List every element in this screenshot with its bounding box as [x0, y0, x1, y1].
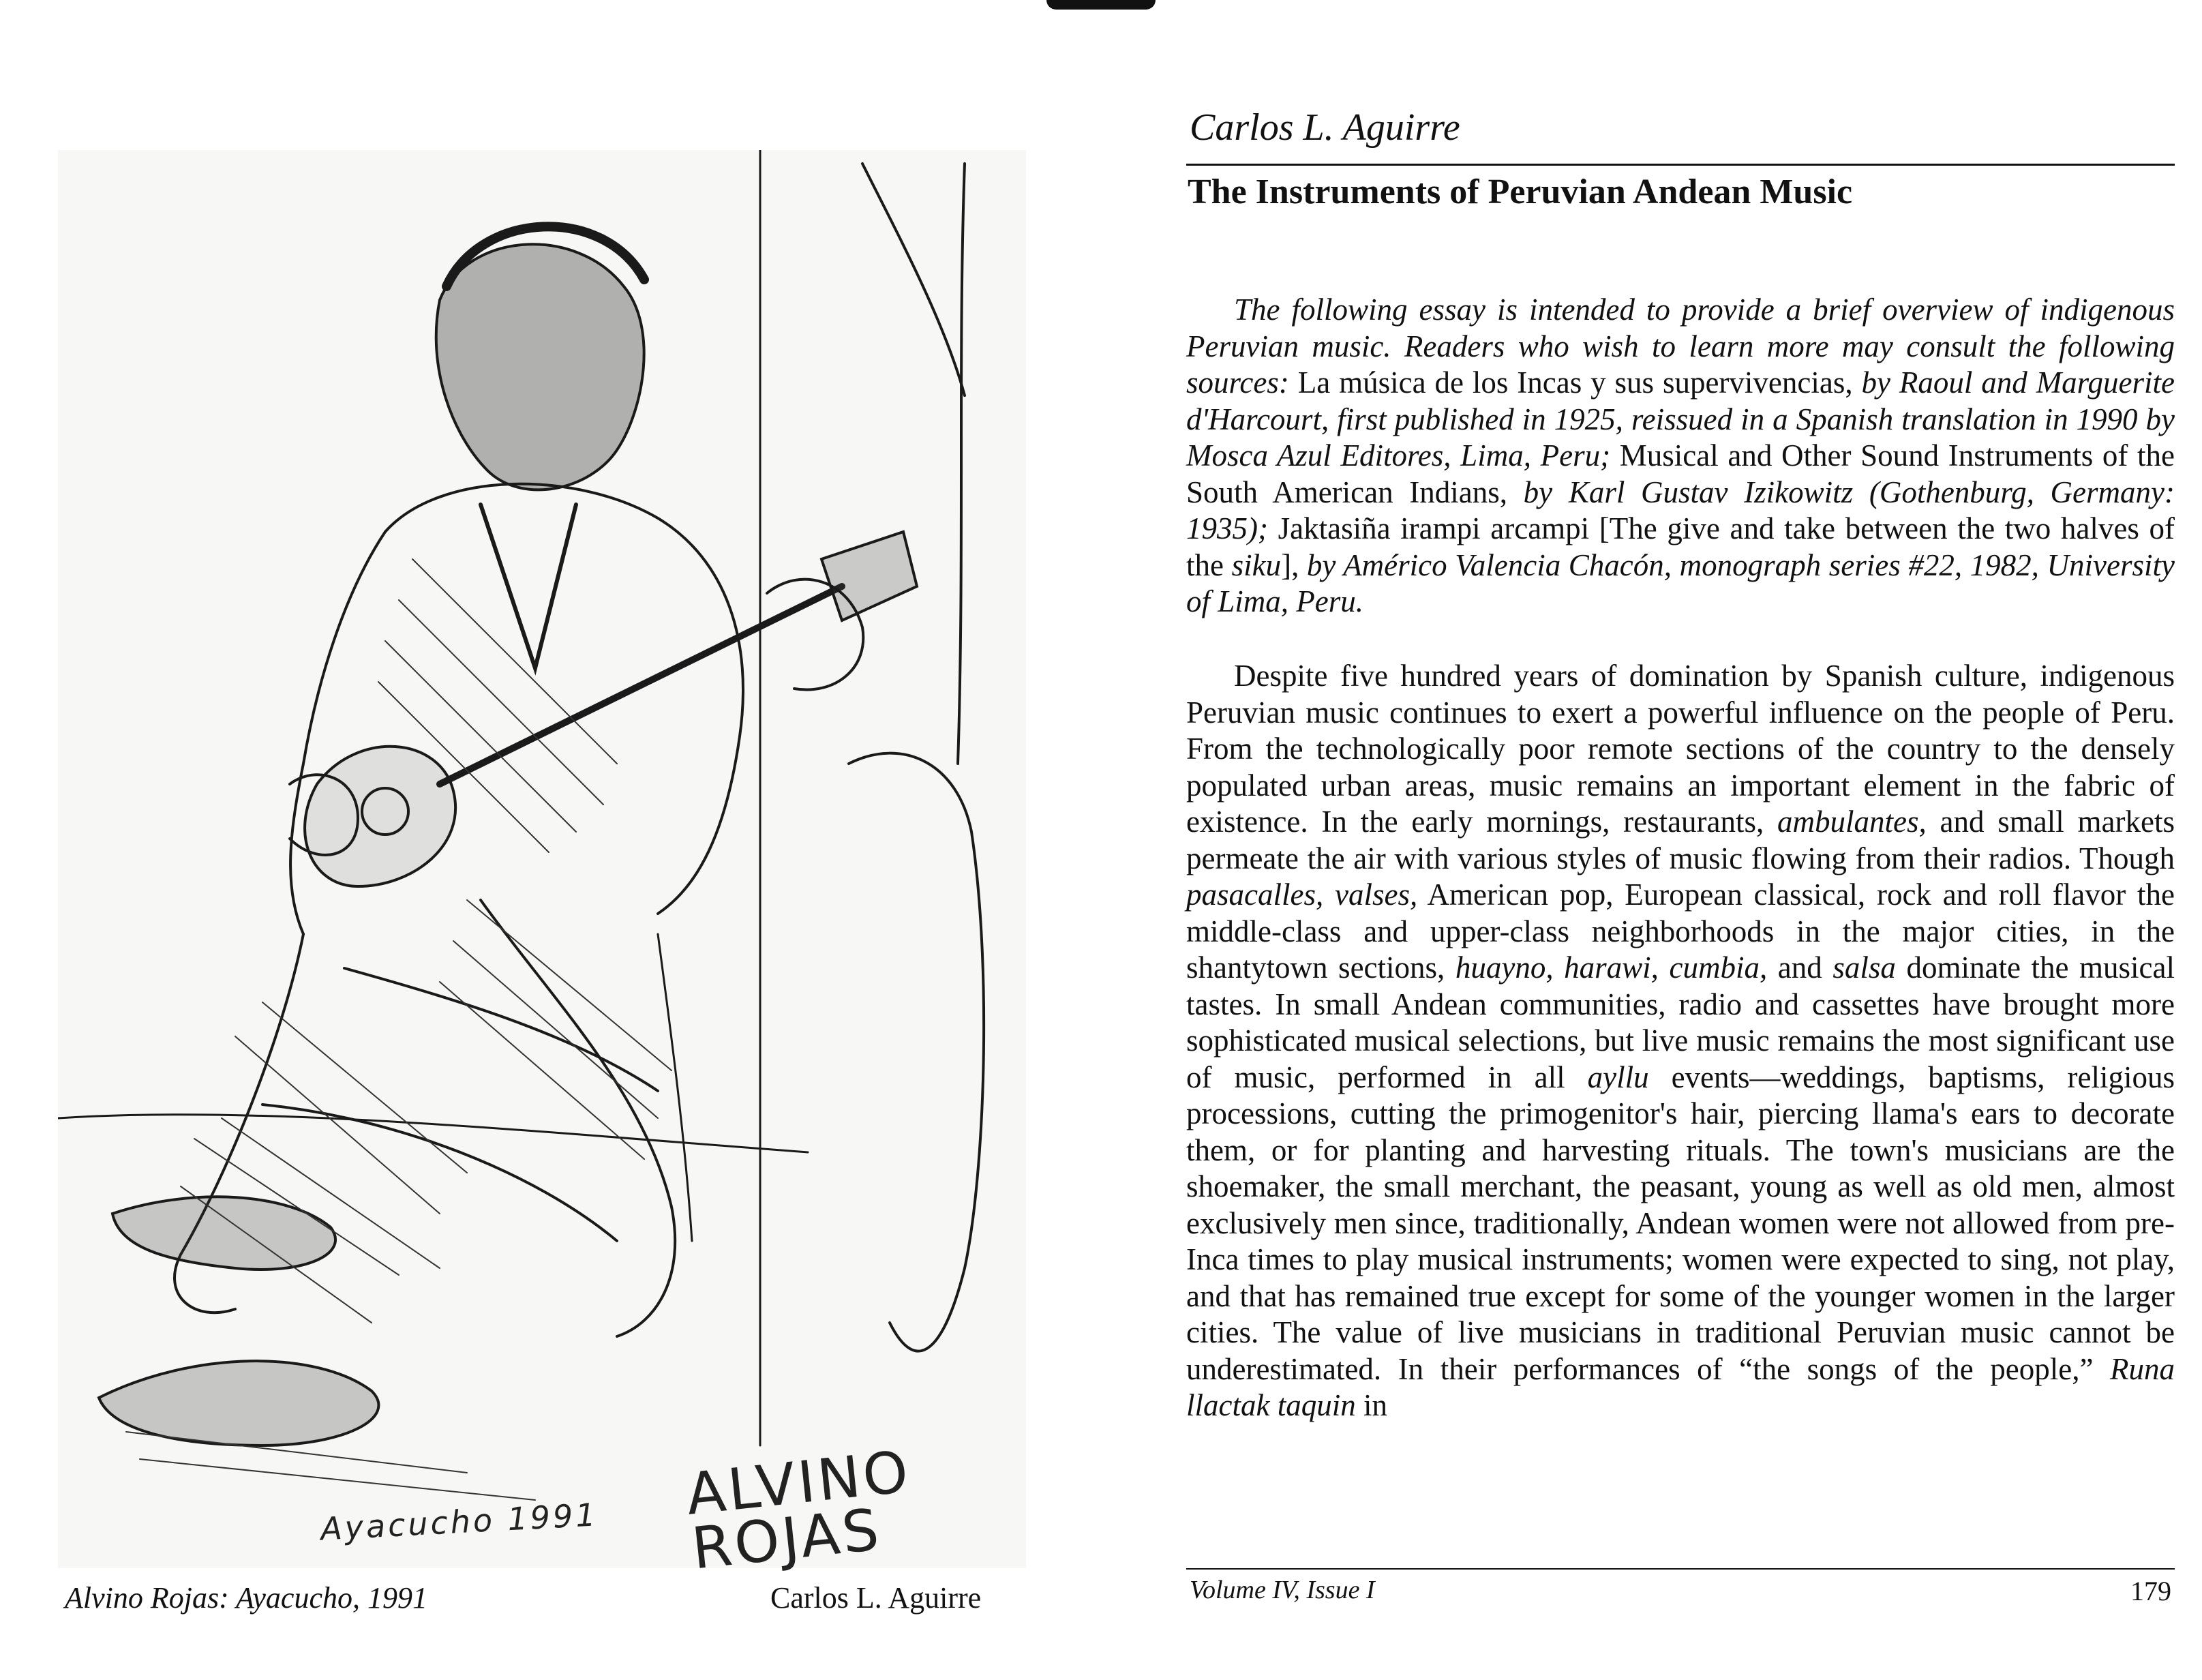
intro-text: siku	[1223, 548, 1282, 582]
body-emphasis: pasacalles, valses,	[1186, 877, 1418, 912]
article-title: The Instruments of Peruvian Andean Music	[1188, 172, 1853, 211]
figure-caption-author: Carlos L. Aguirre	[770, 1581, 982, 1615]
guitarist-sketch	[58, 150, 1026, 1568]
source-title-3: Jaktasiña irampi arcampi [The give and take between the two halves of the	[1186, 511, 2175, 582]
source-title-1: La música de los Incas y sus supervivencias,	[1297, 365, 1853, 400]
source-title-2: Musical and Other Sound Instruments of the South American Indians,	[1186, 438, 2175, 509]
intro-paragraph	[1186, 292, 2175, 620]
sketch-illustration	[58, 150, 1026, 1568]
body-emphasis: Runa llactak taquin	[1186, 1351, 2175, 1422]
body-emphasis: salsa	[1833, 950, 1896, 985]
body-text: American pop, European classical, rock and roll flavor the middle-class and upper-class neighborhoods in the major cities, in the shantytown sections,	[1186, 877, 2175, 985]
body-text: dominate the musical tastes. In small Andean communities, radio and cassettes have brought more sophisticated musical selections, but live music remains the most significant use of music, performed in all	[1186, 950, 2175, 1094]
page-number: 179	[2130, 1576, 2171, 1606]
footer-volume: Volume IV, Issue I	[1190, 1576, 1375, 1604]
footer-rule	[1186, 1568, 2175, 1570]
intro-text: by Américo Valencia Chacón, monograph series #22, 1982, University of Lima, Peru.	[1186, 548, 2175, 618]
article-author: Carlos L. Aguirre	[1190, 106, 1460, 149]
right-page	[1118, 0, 2202, 1680]
intro-text: The following essay is intended to provide a brief overview of indigenous Peruvian music. Readers who wish to learn more may consult the following sources:	[1186, 292, 2175, 400]
intro-text: by Raoul and Marguerite d'Harcourt, first published in 1925, reissued in a Spanish translation in 1990 by Mosca Azul Editores, Lima, Peru;	[1186, 365, 2175, 472]
body-text: and	[1767, 950, 1833, 985]
body-emphasis: ayllu	[1587, 1060, 1649, 1094]
figure-caption: Alvino Rojas: Ayacucho, 1991	[65, 1581, 427, 1615]
header-rule	[1186, 164, 2175, 166]
intro-text: by Karl Gustav Izikowitz (Gothenburg, Germany: 1935);	[1186, 475, 2175, 545]
sketch-signature: ALVINO ROJAS	[682, 1437, 914, 1582]
source-title-3-end: ],	[1281, 548, 1299, 582]
body-paragraph	[1186, 658, 2175, 1424]
sketch-place-date: Ayacucho 1991	[319, 1496, 599, 1548]
body-text: Despite five hundred years of domination by Spanish culture, indigenous Peruvian music continues to exert a powerful influence on the people of Peru. From the technologically poor remote sections of the country to the densely populated urban areas, music remains an important element in the fabric of existence. In the early mornings, restaurants,	[1186, 659, 2175, 839]
body-text: and small markets permeate the air with various styles of music flowing from their radios. Though	[1186, 805, 2175, 875]
body-emphasis: huayno, harawi, cumbia,	[1455, 950, 1768, 985]
body-text: in	[1355, 1388, 1387, 1422]
body-text: events—weddings, baptisms, religious processions, cutting the primogenitor's hair, piercing llama's ears to decorate them, or for planting and harvesting rituals. The town's musicians are the shoemaker, the small merchant, the peasant, young as well as old men, almost exclusively men since, traditionally, Andean women were not allowed from pre-Inca times to play musical instruments; women were expected to sing, not play, and that has remained true except for some of the younger women in the larger cities. The value of live musicians in traditional Peruvian music cannot be underestimated. In their performances of “the songs of the people,”	[1186, 1060, 2175, 1386]
body-emphasis: ambulantes,	[1777, 805, 1927, 839]
